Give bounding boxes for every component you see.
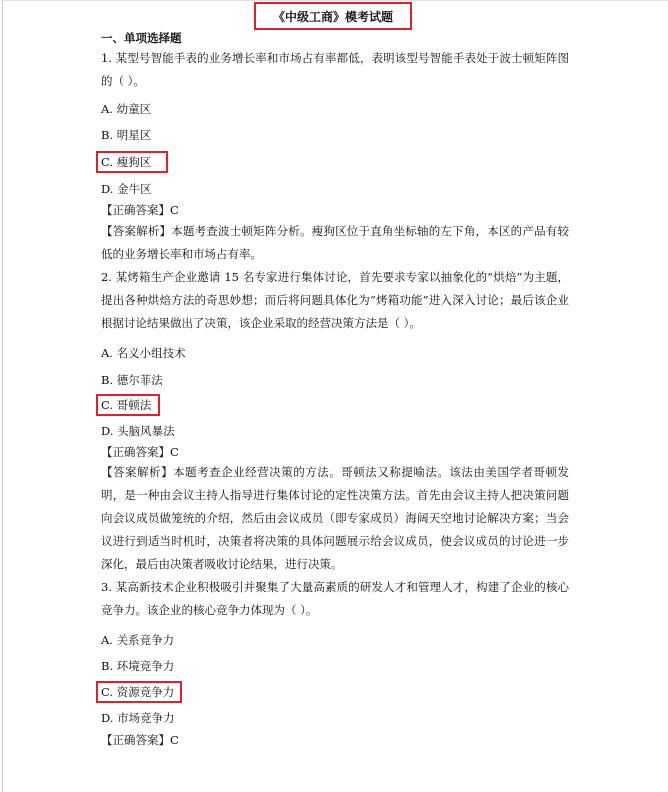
q3-answer-value: C (170, 733, 179, 747)
q1-analysis-text: 本题考查波士顿矩阵分析。瘦狗区位于直角坐标轴的左下角，本区的产品有较低的业务增长率和市场占有率。 (101, 224, 569, 261)
q1-analysis-label: 【答案解析】 (101, 224, 172, 238)
question-3-stem: 3. 某高新技术企业积极吸引并聚集了大量高素质的研发人才和管理人才，构建了企业的核心竞争力。该企业的核心竞争力体现为（ ）。 (101, 580, 569, 617)
q1-analysis (101, 220, 569, 266)
document-title (254, 2, 412, 30)
q2-analysis (101, 461, 569, 576)
page-top-border (2, 0, 668, 1)
q2-answer-label: 【正确答案】 (101, 445, 170, 459)
q3-answer (101, 732, 179, 748)
q2-option-a: A. 名义小组技术 (101, 346, 186, 360)
question-2-stem: 2. 某烤箱生产企业邀请 15 名专家进行集体讨论，首先要求专家以抽象化的“烘焙”为主题，提出各种烘焙方法的奇思妙想；而后将问题具体化为“烤箱功能”进入深入讨论；最后该企业根据讨论结果做出了决策，该企业采取的经营决策方法是（ ）。 (101, 270, 569, 330)
q2-option-c: C. 哥顿法 (101, 398, 152, 412)
q2-option-b: B. 德尔菲法 (101, 373, 163, 387)
q2-answer-value: C (170, 445, 179, 459)
q1-option-a: A. 幼童区 (101, 102, 152, 116)
q1-option-c: C. 瘦狗区 (101, 155, 152, 169)
q2-analysis-label: 【答案解析】 (101, 465, 174, 479)
page-left-border (2, 0, 3, 792)
document-title-text: 《中级工商》模考试题 (272, 9, 393, 24)
q3-answer-label: 【正确答案】 (101, 733, 170, 747)
q1-answer (101, 202, 179, 218)
q2-analysis-text: 本题考查企业经营决策的方法。哥顿法又称提喻法。该法由美国学者哥顿发明，是一种由会议主持人指导进行集体讨论的定性决策方法。首先由会议主持人把决策问题向会议成员做笼统的介绍，然后由会议成员（即专家成员）海阔天空地讨论解决方案；当会议进行到适当时机时，决策者将决策的具体问题展示给会议成员，使会议成员的讨论进一步深化，最后由决策者吸收讨论结果，进行决策。 (101, 465, 570, 571)
q1-answer-value: C (170, 203, 179, 217)
q1-answer-label: 【正确答案】 (101, 203, 170, 217)
q3-option-b: B. 环境竞争力 (101, 659, 175, 673)
q3-option-a: A. 关系竞争力 (101, 633, 175, 647)
section-heading: 一、单项选择题 (101, 31, 182, 45)
q3-option-c: C. 资源竞争力 (101, 685, 175, 699)
q1-option-b: B. 明星区 (101, 128, 152, 142)
q3-option-d: D. 市场竞争力 (101, 711, 175, 725)
question-1-stem: 1. 某型号智能手表的业务增长率和市场占有率都低，表明该型号智能手表处于波士顿矩阵图的（ ）。 (101, 51, 569, 88)
q2-answer (101, 444, 179, 460)
q2-option-d: D. 头脑风暴法 (101, 424, 175, 438)
q1-option-d: D. 金牛区 (101, 182, 152, 196)
